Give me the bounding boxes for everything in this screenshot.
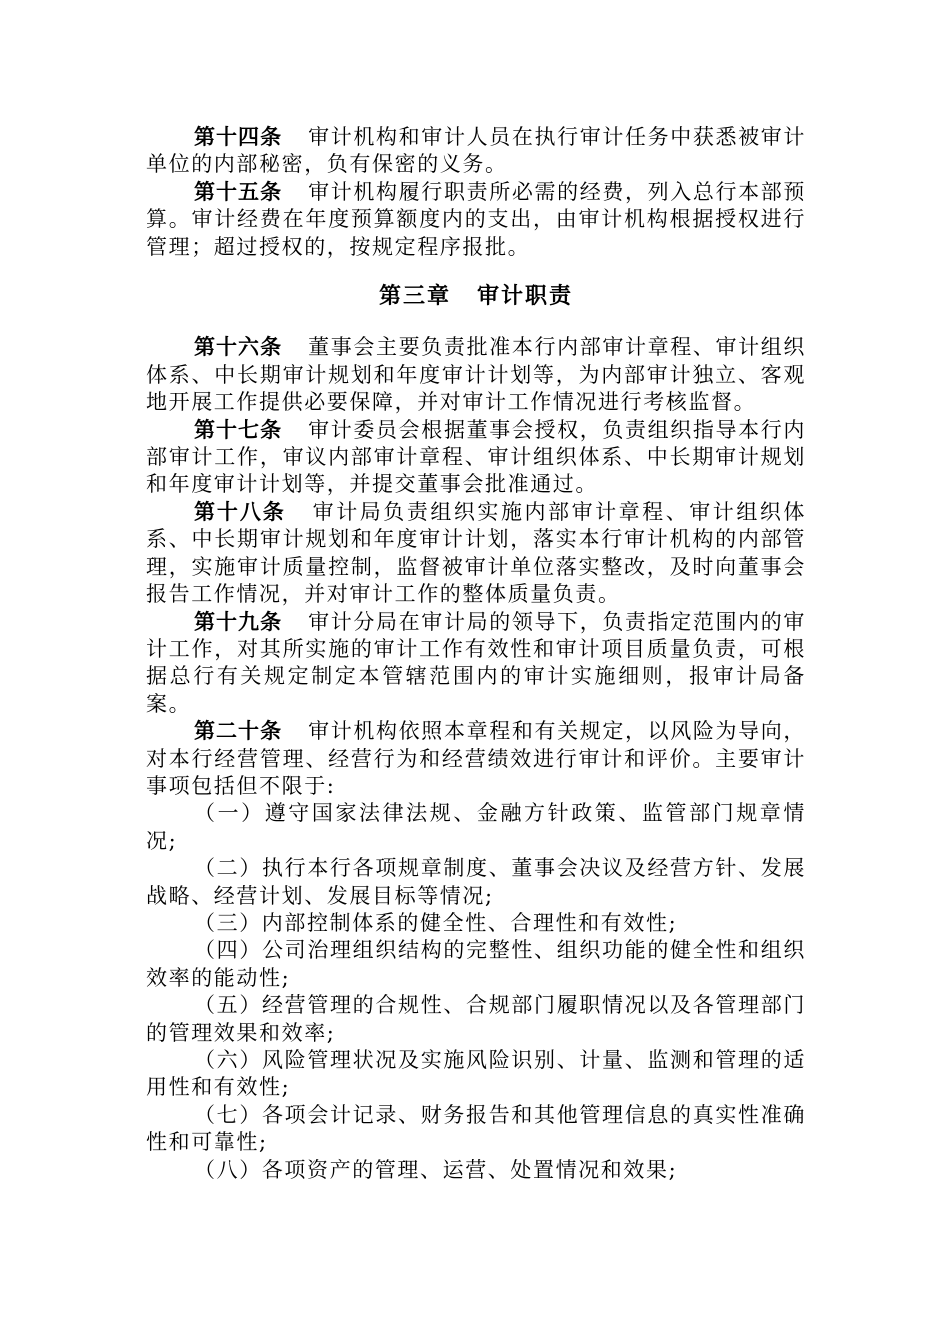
article-text: 审计委员会根据董事会授权，负责组织指导本行内部审计工作，审议内部审计章程、审计组织体系、中长期审计规划和年度审计计划等，并提交董事会批准通过。 xyxy=(146,417,806,497)
article-19 xyxy=(146,609,806,719)
article-label: 第十九条 xyxy=(194,609,283,634)
chapter-heading xyxy=(146,283,806,310)
list-item: （三）内部控制体系的健全性、合理性和有效性; xyxy=(194,910,678,935)
list-item: （一）遵守国家法律法规、金融方针政策、监管部门规章情况; xyxy=(146,801,806,853)
article-15 xyxy=(146,179,806,261)
article-label: 第十五条 xyxy=(194,179,283,204)
article-text: 审计机构履行职责所必需的经费，列入总行本部预算。审计经费在年度预算额度内的支出，由审计机构根据授权进行管理；超过授权的，按规定程序报批。 xyxy=(146,179,806,259)
article-label: 第二十条 xyxy=(194,719,283,744)
article-text: 审计分局在审计局的领导下，负责指定范围内的审计工作，对其所实施的审计工作有效性和审计项目质量负责，可根据总行有关规定制定本管辖范围内的审计实施细则，报审计局备案。 xyxy=(146,609,806,716)
article-text: 审计机构和审计人员在执行审计任务中获悉被审计单位的内部秘密，负有保密的义务。 xyxy=(146,125,806,177)
article-16 xyxy=(146,334,806,416)
article-label: 第十七条 xyxy=(194,417,283,442)
article-18 xyxy=(146,499,806,609)
article-17 xyxy=(146,417,806,499)
article-label: 第十八条 xyxy=(194,499,286,524)
article-text: 审计局负责组织实施内部审计章程、审计组织体系、中长期审计规划和年度审计计划，落实本行审计机构的内部管理，实施审计质量控制，监督被审计单位落实整改，及时向董事会报告工作情况，并对审计工作的整体质量负责。 xyxy=(146,499,806,607)
list-item: （四）公司治理组织结构的完整性、组织功能的健全性和组织效率的能动性; xyxy=(146,938,806,990)
list-item: （五）经营管理的合规性、合规部门履职情况以及各管理部门的管理效果和效率; xyxy=(146,993,806,1045)
list-item: （八）各项资产的管理、运营、处置情况和效果; xyxy=(194,1157,678,1182)
chapter-title: 审计职责 xyxy=(477,284,574,310)
article-label: 第十四条 xyxy=(194,125,283,149)
chapter-number: 第三章 xyxy=(378,284,451,310)
list-item: （七）各项会计记录、财务报告和其他管理信息的真实性准确性和可靠性; xyxy=(146,1102,806,1155)
article-20 xyxy=(146,718,806,800)
list-item: （六）风险管理状况及实施风险识别、计量、监测和管理的适用性和有效性; xyxy=(146,1048,806,1100)
list-item: （二）执行本行各项规章制度、董事会决议及经营方针、发展战略、经营计划、发展目标等情况; xyxy=(146,856,806,908)
article-label: 第十六条 xyxy=(194,335,283,360)
article-14 xyxy=(146,124,806,179)
article-text: 董事会主要负责批准本行内部审计章程、审计组织体系、中长期审计规划和年度审计计划等，为内部审计独立、客观地开展工作提供必要保障，并对审计工作情况进行考核监督。 xyxy=(146,335,806,415)
document-body xyxy=(146,124,806,1184)
article-text: 审计机构依照本章程和有关规定，以风险为导向，对本行经营管理、经营行为和经营绩效进行审计和评价。主要审计事项包括但不限于: xyxy=(146,719,806,798)
